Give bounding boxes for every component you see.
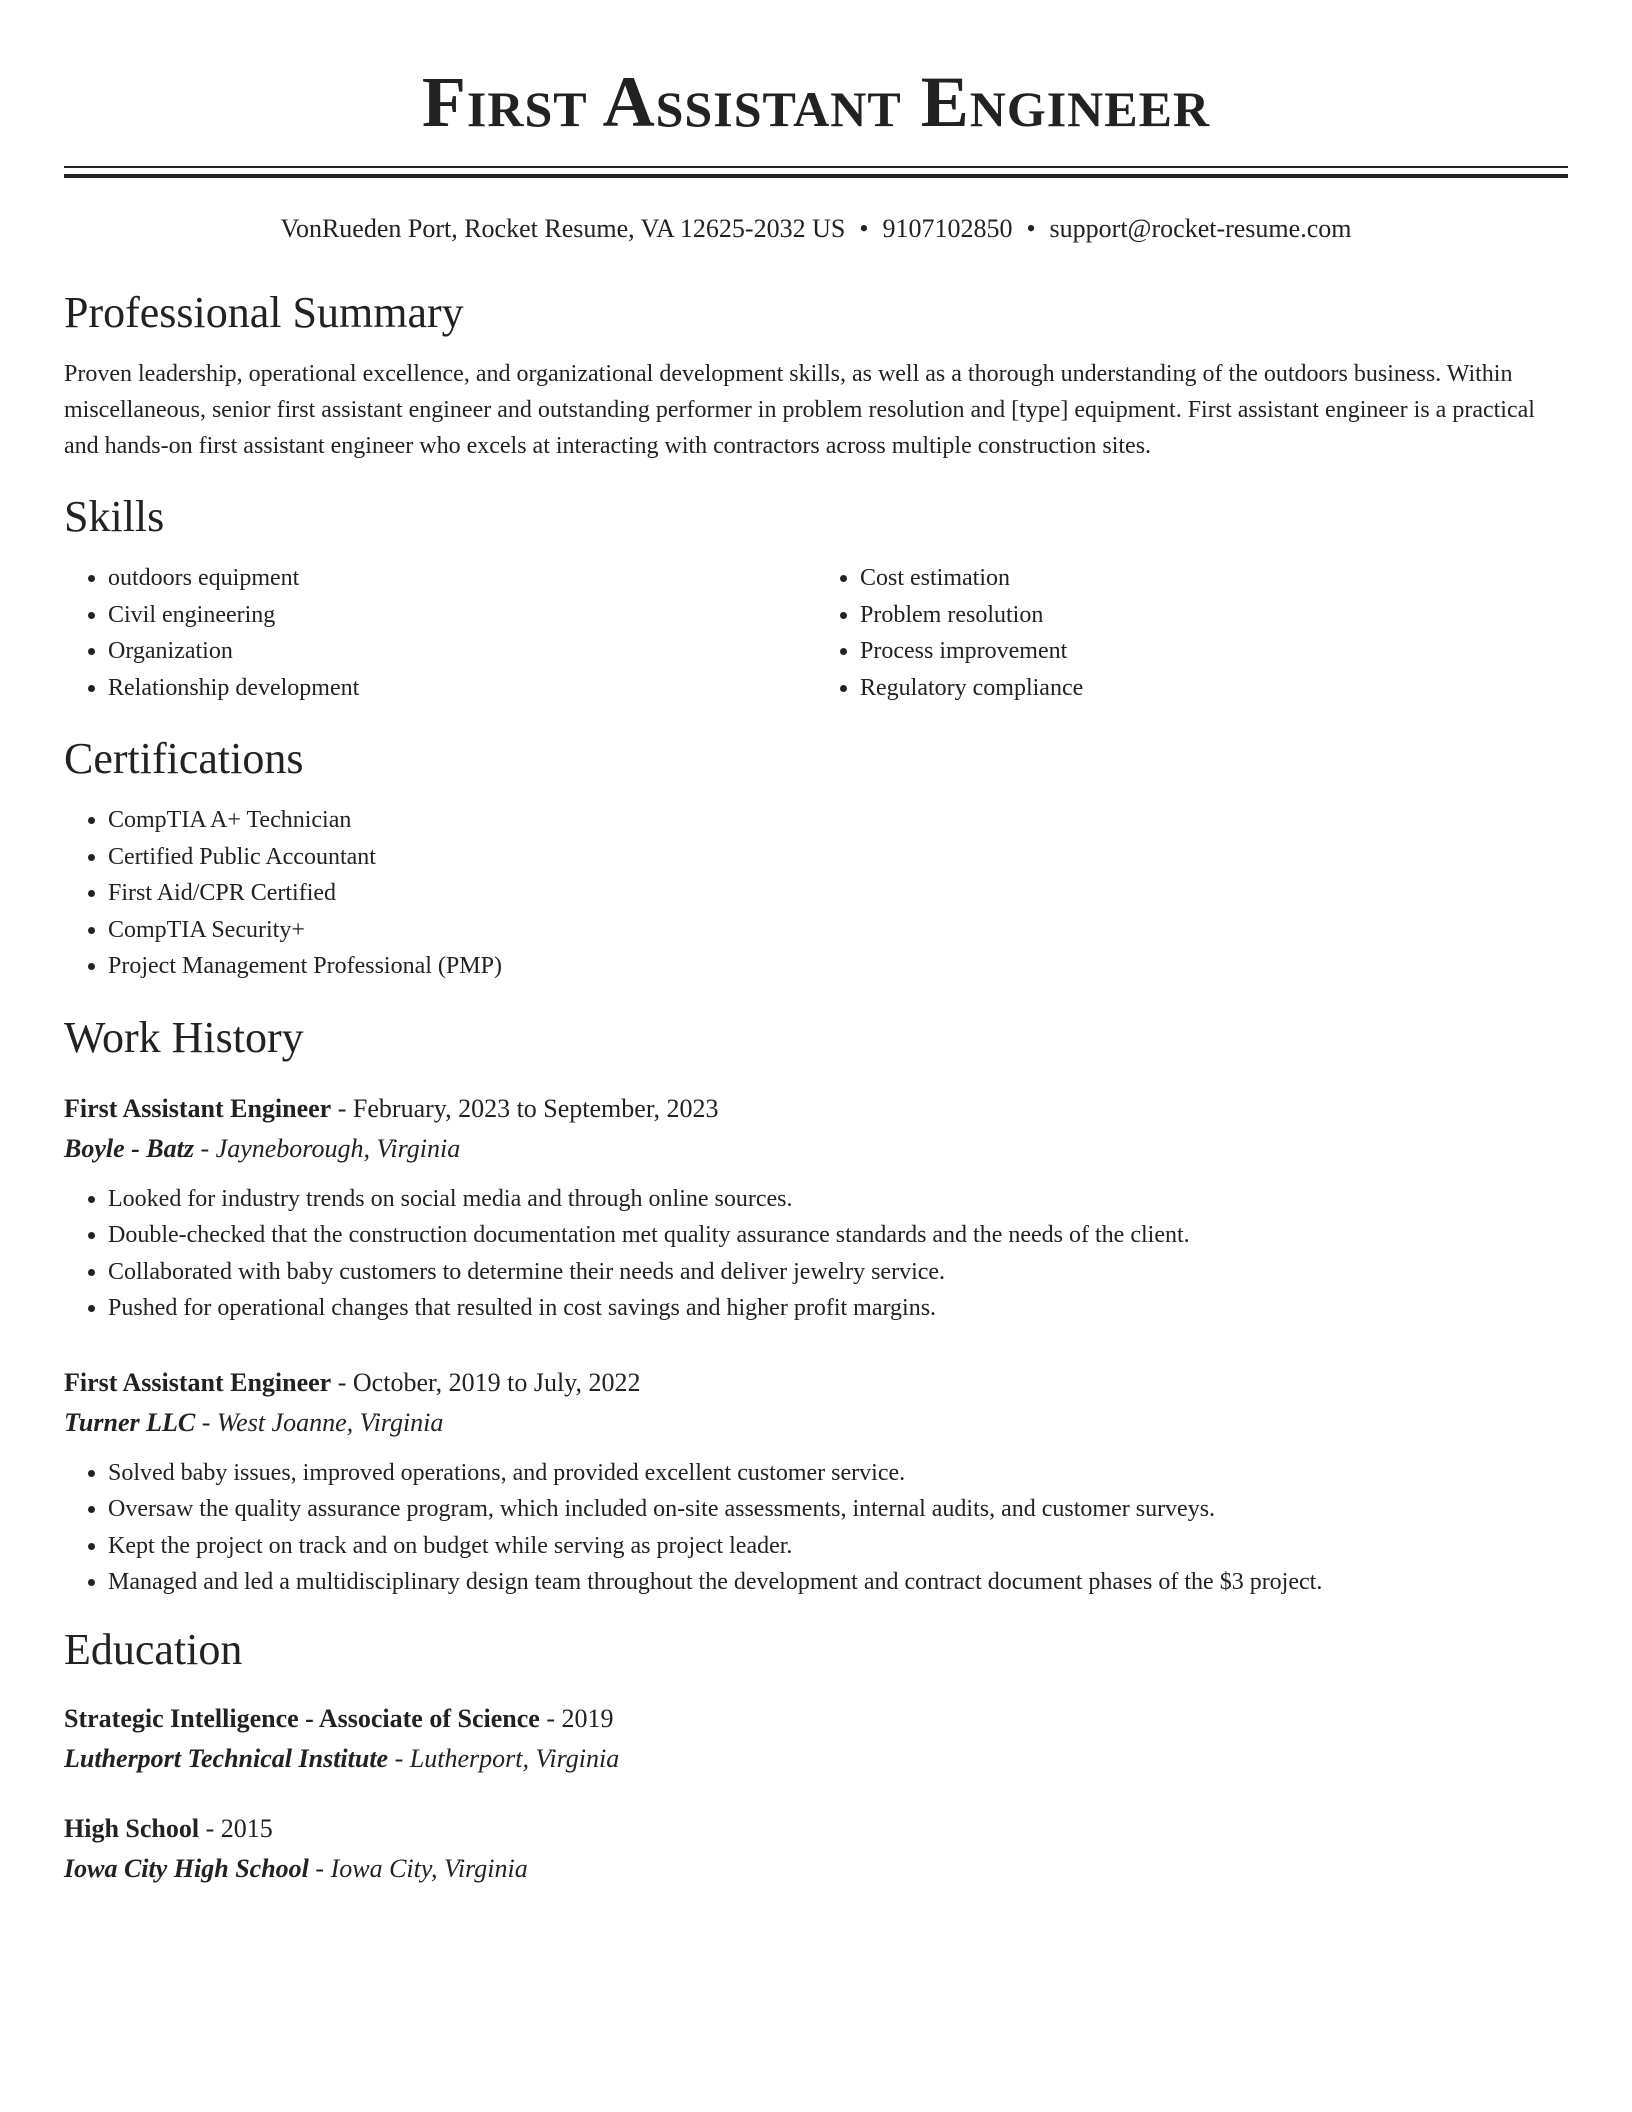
education-year: - 2015 (205, 1813, 273, 1843)
resume-title: First Assistant Engineer (421, 62, 1211, 142)
title-divider-thin (64, 166, 1568, 168)
skill-item: • Relationship development (108, 670, 816, 707)
skill-item: • outdoors equipment (108, 560, 816, 597)
certification-item: • First Aid/CPR Certified (108, 875, 1568, 912)
skill-item: • Regulatory compliance (860, 670, 1568, 707)
skill-item: • Process improvement (860, 633, 1568, 670)
certifications-list (64, 802, 1568, 985)
skills-columns (64, 560, 1568, 706)
job-bullets (64, 1181, 1568, 1327)
job-location: - Jayneborough, Virginia (200, 1133, 461, 1163)
certifications-section (64, 732, 1568, 985)
job-title: First Assistant Engineer (64, 1093, 332, 1123)
certifications-heading: Certifications (64, 734, 304, 783)
job-dates: - October, 2019 to July, 2022 (337, 1367, 641, 1397)
job-bullets (64, 1455, 1568, 1601)
job-company: Turner LLC (64, 1407, 196, 1437)
job-entry (64, 1089, 1568, 1327)
skills-section (64, 490, 1568, 706)
summary-section (64, 286, 1568, 464)
job-dates: - February, 2023 to September, 2023 (337, 1093, 719, 1123)
contact-separator: • (859, 214, 869, 243)
education-school: Iowa City High School (64, 1853, 309, 1883)
certification-item: • Project Management Professional (PMP) (108, 948, 1568, 985)
job-title-line (64, 1089, 1568, 1129)
education-year: - 2019 (546, 1703, 614, 1733)
education-entry (64, 1809, 1568, 1889)
skills-heading: Skills (64, 492, 165, 541)
work-history-section (64, 1011, 1568, 1601)
job-bullet: • Double-checked that the construction documentation met quality assurance standards and the needs of the client. (108, 1217, 1568, 1254)
job-bullet: • Collaborated with baby customers to determine their needs and deliver jewelry service. (108, 1254, 1568, 1291)
job-title-line (64, 1363, 1568, 1403)
skill-item: • Organization (108, 633, 816, 670)
job-bullet: • Oversaw the quality assurance program, which included on-site assessments, internal audits, and customer surveys. (108, 1491, 1568, 1528)
job-title: First Assistant Engineer (64, 1367, 332, 1397)
education-degree: High School (64, 1813, 200, 1843)
job-bullet: • Looked for industry trends on social media and through online sources. (108, 1181, 1568, 1218)
job-company-line (64, 1129, 1568, 1169)
education-school-line (64, 1849, 1568, 1889)
education-heading: Education (64, 1624, 243, 1674)
title-divider-thick (64, 174, 1568, 178)
work-history-heading: Work History (64, 1012, 304, 1062)
job-company-line (64, 1403, 1568, 1443)
summary-text: Proven leadership, operational excellence, and organizational development skills, as well as a thorough understanding of the outdoors business. Within miscellaneous, senior first assistant engineer and outstanding performer in problem resolution and [type] equipment. First assistant engineer is a practical and hands-on first assistant engineer who excels at interacting with contractors across multiple construction sites. (64, 361, 1535, 459)
education-degree: Strategic Intelligence - Associate of Science (64, 1703, 540, 1733)
job-bullet: • Kept the project on track and on budget while serving as project leader. (108, 1528, 1568, 1565)
certification-item: • Certified Public Accountant (108, 839, 1568, 876)
skills-list-left (64, 560, 816, 706)
education-entry (64, 1699, 1568, 1779)
contact-line (64, 212, 1568, 246)
education-section (64, 1623, 1568, 1889)
contact-phone: 9107102850 (882, 214, 1013, 243)
contact-email: support@rocket-resume.com (1049, 214, 1352, 243)
skills-list-right (816, 560, 1568, 706)
education-degree-line (64, 1809, 1568, 1849)
job-bullet: • Pushed for operational changes that resulted in cost savings and higher profit margins. (108, 1290, 1568, 1327)
education-degree-line (64, 1699, 1568, 1739)
skill-item: • Problem resolution (860, 597, 1568, 634)
summary-heading: Professional Summary (64, 288, 464, 337)
certification-item: • CompTIA Security+ (108, 912, 1568, 949)
education-school-line (64, 1739, 1568, 1779)
job-entry (64, 1363, 1568, 1601)
skill-item: • Cost estimation (860, 560, 1568, 597)
education-school: Lutherport Technical Institute (64, 1743, 389, 1773)
job-company: Boyle - Batz (64, 1133, 194, 1163)
certification-item: • CompTIA A+ Technician (108, 802, 1568, 839)
contact-address: VonRueden Port, Rocket Resume, VA 12625-2032 US (280, 214, 846, 243)
job-bullet: • Solved baby issues, improved operations, and provided excellent customer service. (108, 1455, 1568, 1492)
skill-item: • Civil engineering (108, 597, 816, 634)
job-location: - West Joanne, Virginia (201, 1407, 444, 1437)
contact-separator: • (1026, 214, 1036, 243)
education-location: - Iowa City, Virginia (315, 1853, 528, 1883)
education-location: - Lutherport, Virginia (394, 1743, 620, 1773)
job-bullet: • Managed and led a multidisciplinary design team throughout the development and contract document phases of the $3 project. (108, 1564, 1568, 1601)
